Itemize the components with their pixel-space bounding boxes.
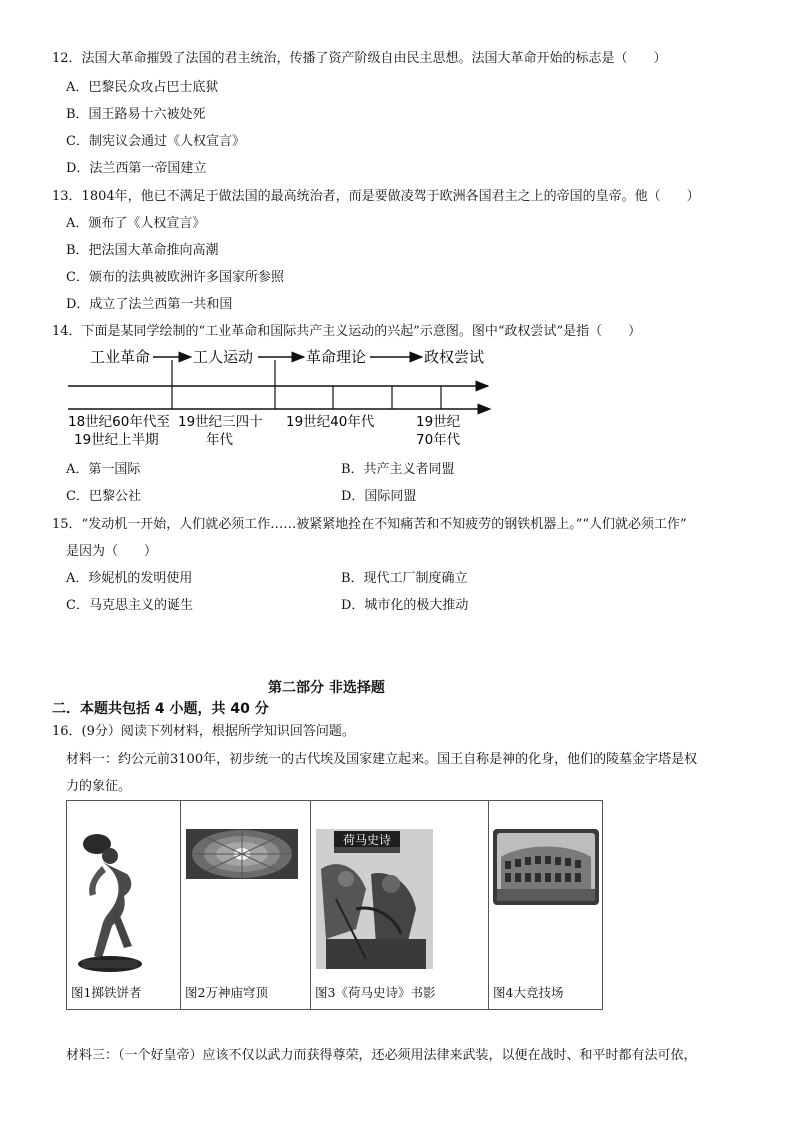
homer-epic-book-cover-icon xyxy=(316,829,433,969)
picture-cell-1 xyxy=(67,801,181,1010)
q15-option-b: B．现代工厂制度确立 xyxy=(341,571,468,586)
picture-caption-3: 图3《荷马史诗》书影 xyxy=(315,985,436,1000)
q13-option-c: C．颁布的法典被欧洲许多国家所参照 xyxy=(66,270,284,285)
diagram-label-1: 工业革命 xyxy=(90,348,151,366)
q16-material1-line1: 材料一：约公元前3100年，初步统一的古代埃及国家建立起来。国王自称是神的化身，他们的陵墓金字塔是权 xyxy=(66,752,698,767)
picture-cell-4 xyxy=(489,801,603,1010)
q12-option-d: D．法兰西第一帝国建立 xyxy=(66,161,207,176)
q14-stem: 14．下面是某同学绘制的“工业革命和国际共产主义运动的兴起”示意图。图中“政权尝试”是指（ ） xyxy=(52,324,642,339)
q16-material3-line1: 材料三：（一个好皇帝）应该不仅以武力而获得尊荣，还必须用法律来武装，以便在战时、和平时都有法可依， xyxy=(66,1048,697,1063)
picture-caption-2: 图2万神庙穹顶 xyxy=(185,985,268,1000)
diagram-label-2: 工人运动 xyxy=(193,348,254,366)
q12-option-c: C．制宪议会通过《人权宣言》 xyxy=(66,134,245,149)
diagram-period-3a: 19世纪40年代 xyxy=(286,414,375,430)
q15-option-a: A．珍妮机的发明使用 xyxy=(66,571,193,586)
part2-section-heading: 二．本题共包括 4 小题，共 40 分 xyxy=(52,701,269,717)
q14-option-b: B．共产主义者同盟 xyxy=(341,462,455,477)
diagram-period-4b: 70年代 xyxy=(416,432,461,448)
book-cover-title: 荷马史诗 xyxy=(342,833,392,847)
part2-title: 第二部分 非选择题 xyxy=(268,680,385,696)
picture-cell-3 xyxy=(311,801,489,1010)
q13-option-d: D．成立了法兰西第一共和国 xyxy=(66,297,233,312)
q13-option-a: A．颁布了《人权宣言》 xyxy=(66,216,206,231)
diagram-period-4a: 19世纪 xyxy=(416,414,461,430)
q15-option-d: D．城市化的极大推动 xyxy=(341,598,469,613)
q12-option-b: B．国王路易十六被处死 xyxy=(66,107,206,122)
q13-stem: 13．1804年，他已不满足于做法国的最高统治者，而是要做凌驾于欧洲各国君主之上的帝国的皇帝。他（ ） xyxy=(52,189,700,204)
q14-option-c: C．巴黎公社 xyxy=(66,489,141,504)
discus-thrower-statue-icon xyxy=(72,826,147,976)
diagram-period-2a: 19世纪三四十 xyxy=(178,414,263,430)
q16-material1-line2: 力的象征。 xyxy=(66,779,132,794)
diagram-label-3: 革命理论 xyxy=(306,348,367,366)
picture-caption-1: 图1掷铁饼者 xyxy=(71,985,142,1000)
q15-stem-line1: 15．“发动机一开始，人们就必须工作……被紧紧地拴在不知痛苦和不知疲劳的钢铁机器上。”“人们就必须工作” xyxy=(52,517,687,532)
q15-stem-line2: 是因为（ ） xyxy=(66,544,158,559)
picture-caption-4: 图4大竞技场 xyxy=(493,985,564,1000)
q16-stem: 16．(9分）阅读下列材料，根据所学知识回答问题。 xyxy=(52,724,355,739)
diagram-label-4: 政权尝试 xyxy=(424,348,485,366)
q14-option-d: D．国际同盟 xyxy=(341,489,417,504)
pantheon-dome-icon xyxy=(186,829,298,879)
diagram-period-1b: 19世纪上半期 xyxy=(74,432,159,448)
picture-cell-2 xyxy=(181,801,311,1010)
timeline-diagram xyxy=(60,340,500,455)
q13-option-b: B．把法国大革命推向高潮 xyxy=(66,243,219,258)
picture-table xyxy=(66,800,603,1010)
q14-option-a: A．第一国际 xyxy=(66,462,141,477)
diagram-period-1a: 18世纪60年代至 xyxy=(68,414,170,430)
colosseum-icon xyxy=(493,829,599,905)
q15-option-c: C．马克思主义的诞生 xyxy=(66,598,193,613)
diagram-period-2b: 年代 xyxy=(206,432,233,448)
q12-stem: 12．法国大革命摧毁了法国的君主统治，传播了资产阶级自由民主思想。法国大革命开始的标志是（ ） xyxy=(52,51,667,66)
q12-option-a: A．巴黎民众攻占巴士底狱 xyxy=(66,80,219,95)
